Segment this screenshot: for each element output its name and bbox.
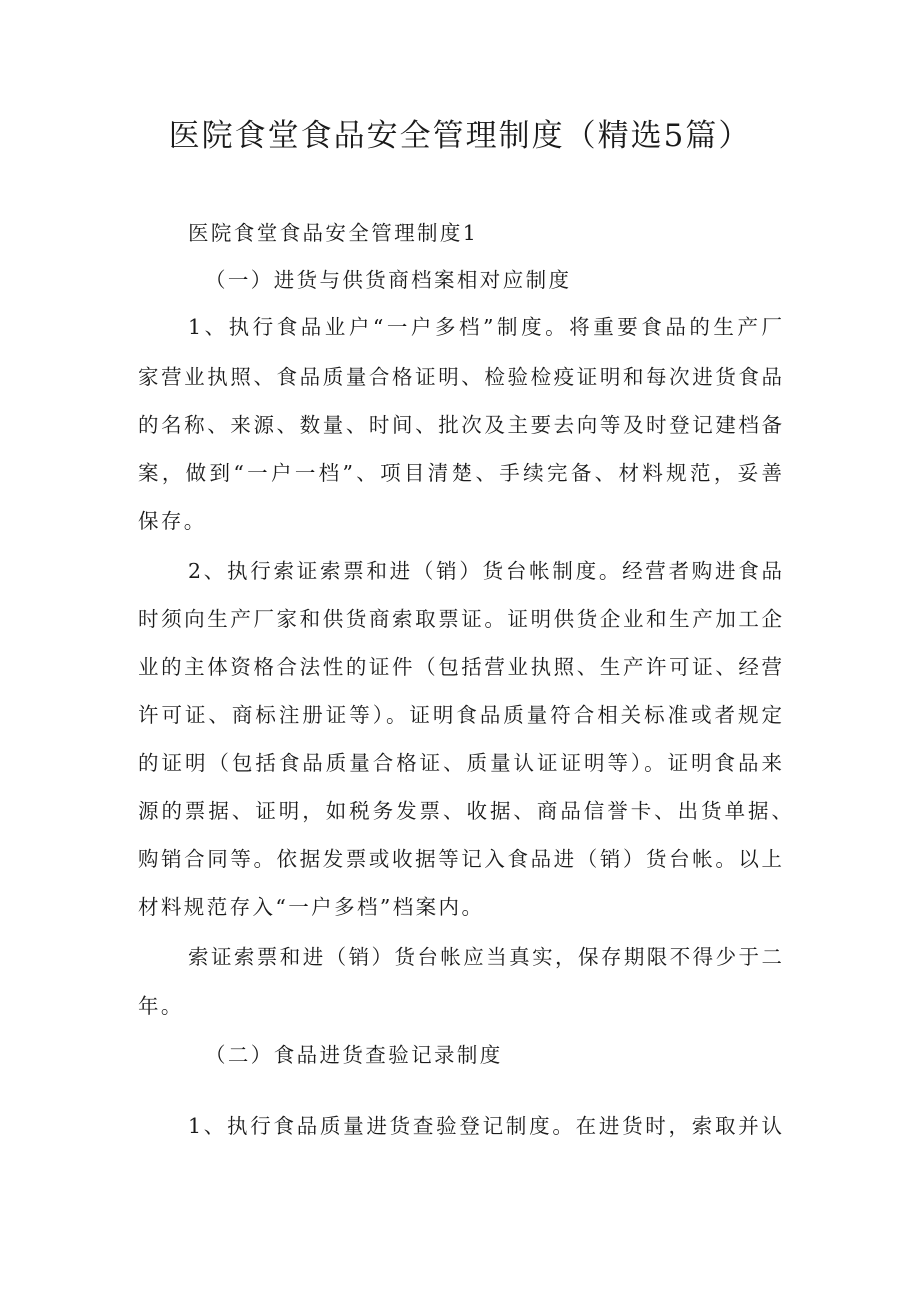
paragraph-line: 家营业执照、食品质量合格证明、检验检疫证明和每次进货食品 bbox=[138, 365, 782, 389]
paragraph-line: 源的票据、证明，如税务发票、收据、商品信誉卡、出货单据、 bbox=[138, 799, 792, 823]
subheading-section-1: 医院食堂食品安全管理制度1 bbox=[188, 221, 479, 245]
paragraph-line: 业的主体资格合法性的证件（包括营业执照、生产许可证、经营 bbox=[138, 655, 782, 679]
paragraph-line: 材料规范存入“一户多档”档案内。 bbox=[138, 895, 485, 919]
paragraph-line: 2、执行索证索票和进（销）货台帐制度。经营者购进食品 bbox=[188, 559, 782, 583]
subheading-part-1: （一）进货与供货商档案相对应制度 bbox=[205, 268, 572, 292]
paragraph-line: 时须向生产厂家和供货商索取票证。证明供货企业和生产加工企 bbox=[138, 607, 782, 631]
paragraph-line: 索证索票和进（销）货台帐应当真实，保存期限不得少于二 bbox=[188, 945, 782, 969]
paragraph-line: 的证明（包括食品质量合格证、质量认证证明等）。证明食品来 bbox=[138, 751, 782, 775]
paragraph-line: 年。 bbox=[138, 994, 184, 1018]
paragraph-line: 许可证、商标注册证等）。证明食品质量符合相关标准或者规定 bbox=[138, 703, 782, 727]
document-title: 医院食堂食品安全管理制度（精选5篇） bbox=[168, 118, 752, 154]
paragraph-line: 1、执行食品质量进货查验登记制度。在进货时，索取并认 bbox=[188, 1114, 782, 1138]
paragraph-line: 保存。 bbox=[138, 509, 207, 533]
paragraph-line: 1、执行食品业户“一户多档”制度。将重要食品的生产厂 bbox=[188, 315, 782, 339]
subheading-part-2: （二）食品进货查验记录制度 bbox=[205, 1043, 503, 1067]
paragraph-line: 购销合同等。依据发票或收据等记入食品进（销）货台帐。以上 bbox=[138, 847, 782, 871]
paragraph-line: 案，做到“一户一档”、项目清楚、手续完备、材料规范，妥善 bbox=[138, 461, 782, 485]
paragraph-line: 的名称、来源、数量、时间、批次及主要去向等及时登记建档备 bbox=[138, 413, 782, 437]
